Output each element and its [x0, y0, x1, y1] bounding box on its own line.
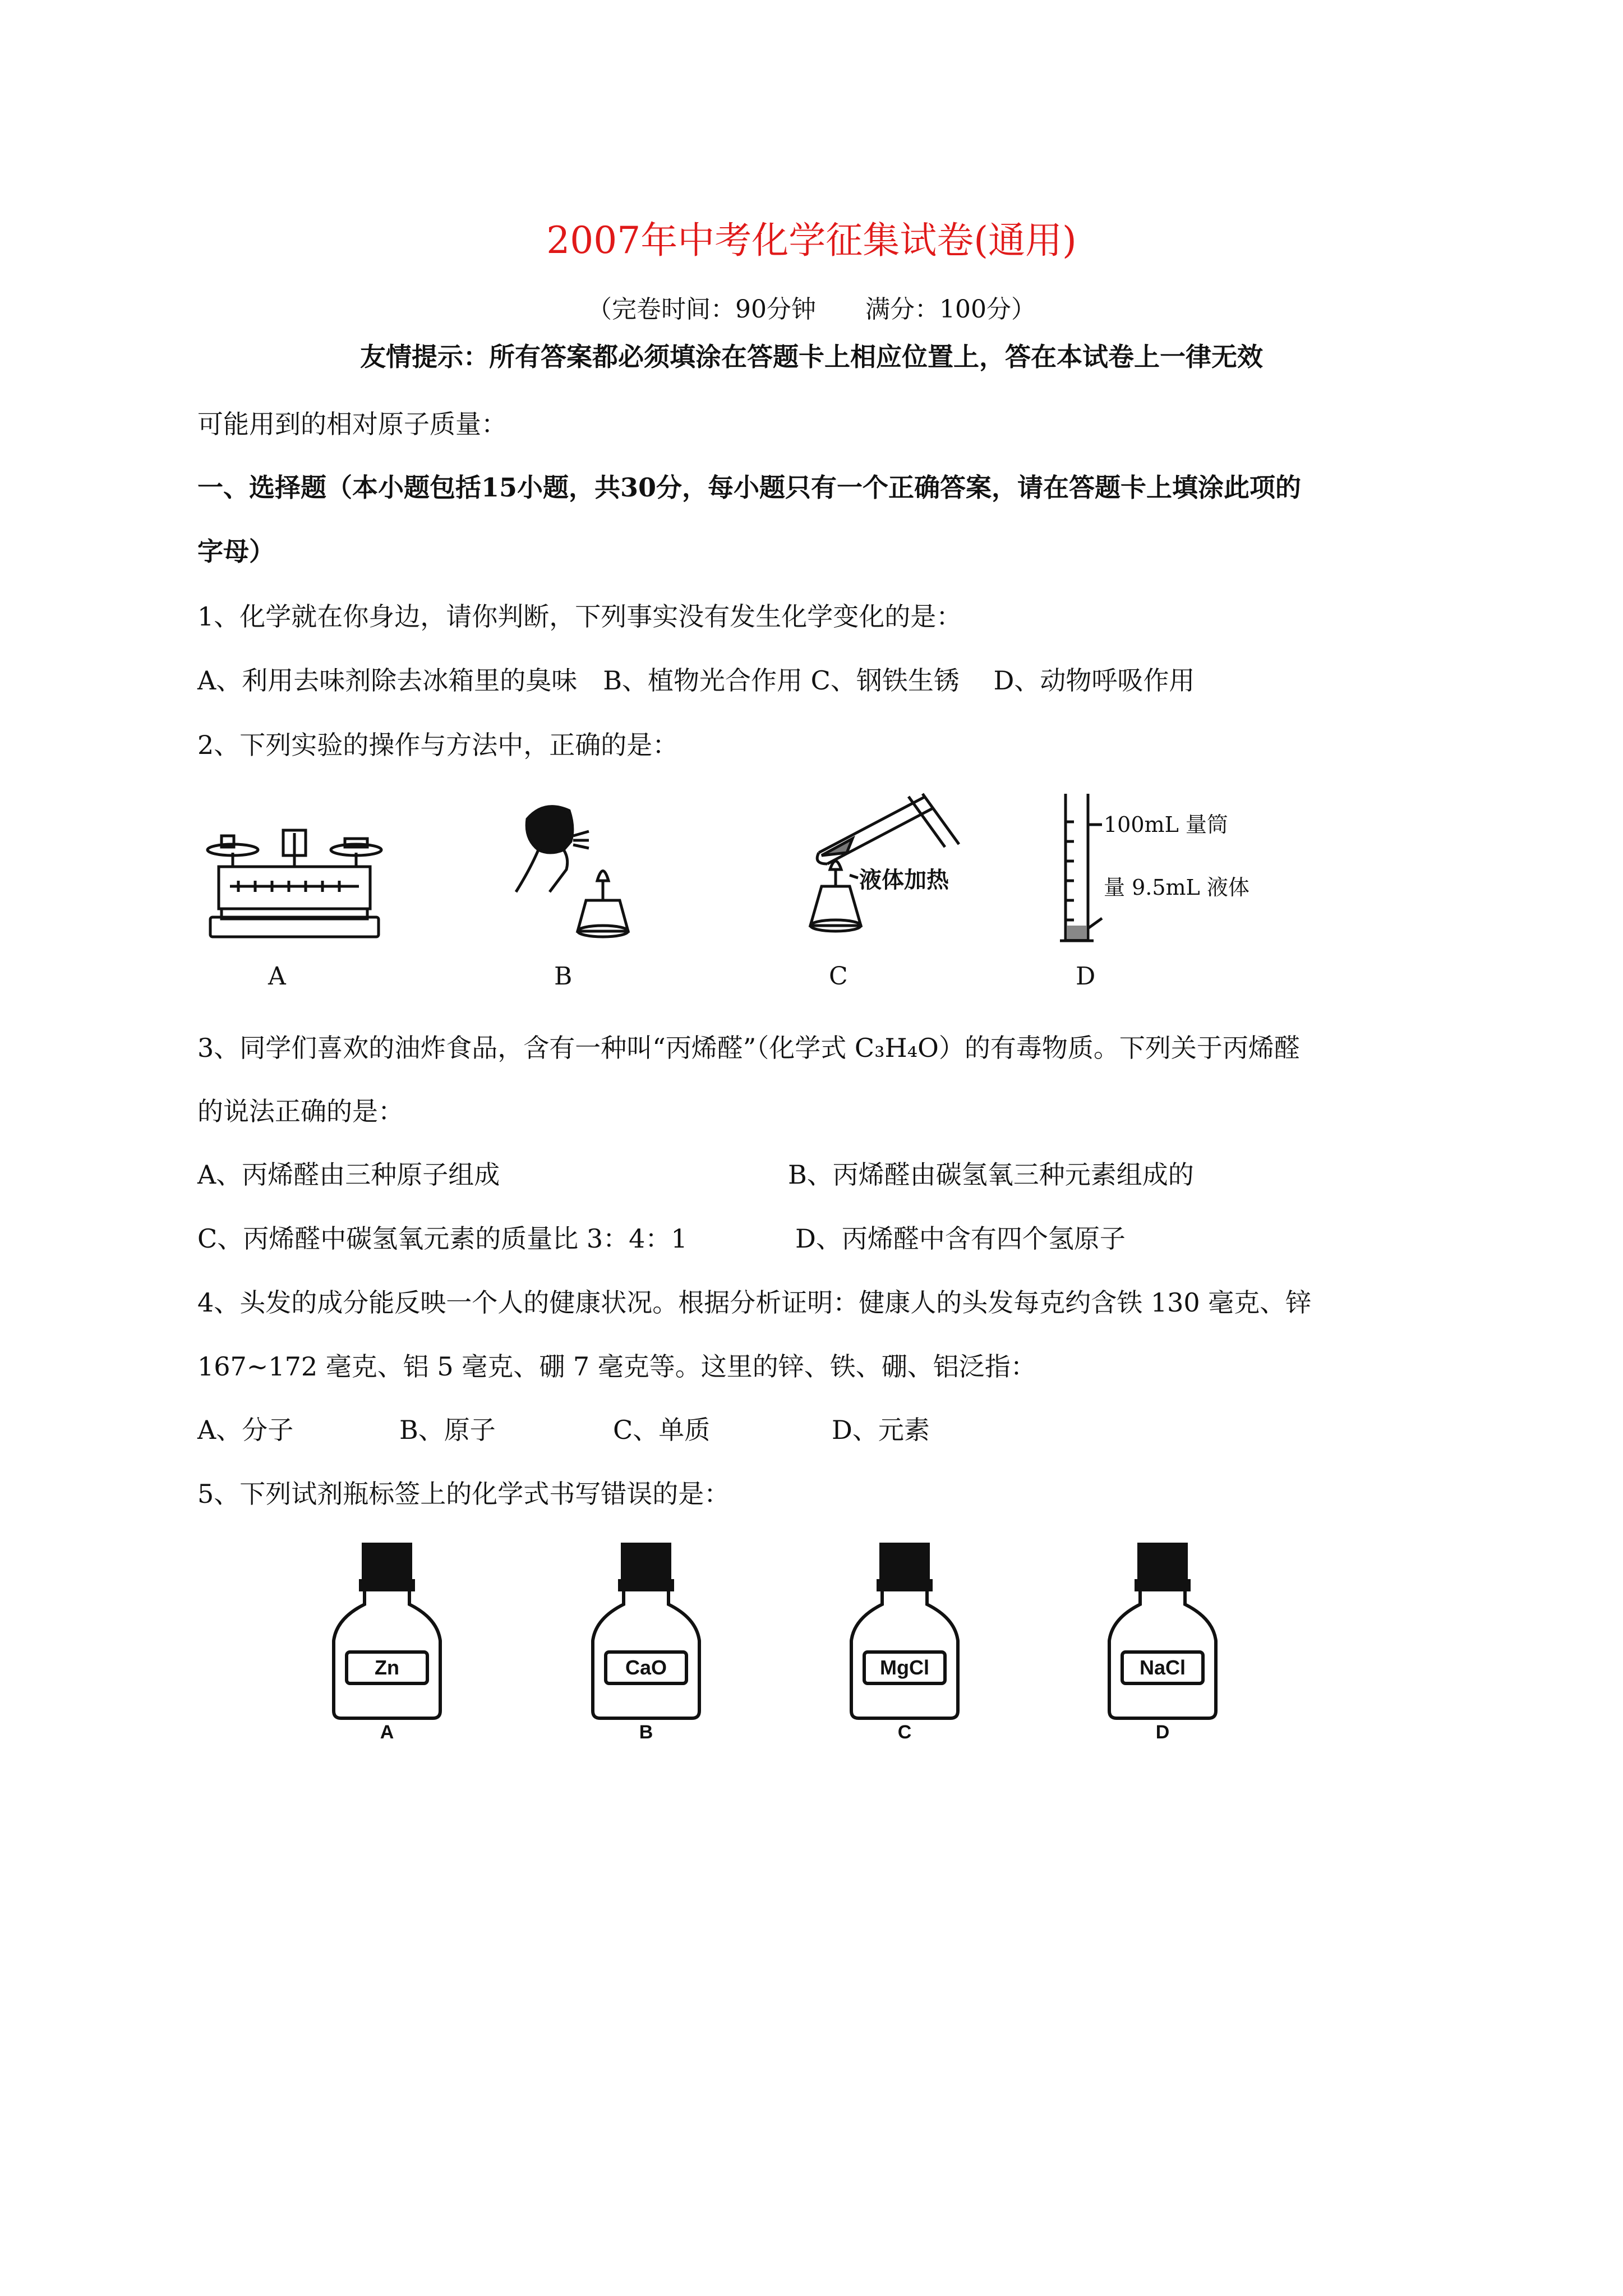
bottle-b-figure: [584, 1540, 708, 1742]
q1-stem: 1、化学就在你身边，请你判断，下列事实没有发生化学变化的是：: [197, 601, 962, 632]
cylinder-caption: 100mL 量筒: [1104, 812, 1228, 837]
q2-label-c: C: [829, 962, 848, 991]
q4-option-b: B、原子: [399, 1415, 496, 1445]
exam-info: （完卷时间：90分钟 满分：100分）: [587, 295, 1036, 324]
page-title: 2007年中考化学征集试卷(通用): [546, 219, 1077, 262]
q2-label-d: D: [1076, 962, 1096, 991]
balance-figure: [199, 819, 390, 948]
heating-caption: 液体加热: [859, 868, 949, 892]
bottle-d-letter: D: [1155, 1722, 1170, 1742]
bottle-d-label: NaCl: [1139, 1656, 1186, 1679]
bottle-b-label: CaO: [625, 1656, 667, 1679]
graduated-cylinder-figure: [1054, 788, 1256, 948]
q3-option-c: C、丙烯醛中碳氢氧元素的质量比 3：4：1: [197, 1223, 688, 1254]
atomic-mass-note: 可能用到的相对原子质量：: [197, 409, 507, 439]
blowing-lamp-figure: [505, 797, 639, 942]
bottle-a-label: Zn: [375, 1656, 399, 1679]
q3-option-a: A、丙烯醛由三种原子组成: [197, 1159, 500, 1190]
q3-stem: 3、同学们喜欢的油炸食品，含有一种叫“丙烯醛”（化学式 C₃H₄O）的有毒物质。下列关于丙烯醛: [197, 1033, 1300, 1063]
friendly-tip: 友情提示：所有答案都必须填涂在答题卡上相应位置上，答在本试卷上一律无效: [360, 342, 1263, 372]
bottle-a-figure: [325, 1540, 449, 1742]
q2-label-b: B: [554, 962, 573, 991]
q2-label-a: A: [268, 962, 286, 991]
volume-caption: 量 9.5mL 液体: [1104, 875, 1249, 900]
section-heading: 一、选择题（本小题包括15小题，共30分，每小题只有一个正确答案，请在答题卡上填涂此项的: [197, 472, 1302, 503]
q5-stem: 5、下列试剂瓶标签上的化学式书写错误的是：: [197, 1479, 730, 1509]
q1-options: A、利用去味剂除去冰箱里的臭味 B、植物光合作用 C、钢铁生锈 D、动物呼吸作用: [197, 665, 1195, 696]
q4-option-d: D、元素: [832, 1415, 930, 1445]
bottle-c-letter: C: [897, 1722, 912, 1742]
bottle-d-figure: [1101, 1540, 1224, 1742]
q4-stem-cont: 167~172 毫克、铝 5 毫克、硼 7 毫克等。这里的锌、铁、硼、铝泛指：: [197, 1351, 1036, 1382]
q2-stem: 2、下列实验的操作与方法中，正确的是：: [197, 730, 679, 760]
q3-stem-cont: 的说法正确的是：: [197, 1096, 404, 1126]
bottle-c-figure: [843, 1540, 966, 1742]
q4-option-a: A、分子: [197, 1415, 294, 1445]
q4-stem: 4、头发的成分能反映一个人的健康状况。根据分析证明：健康人的头发每克约含铁 130 毫克、锌: [197, 1287, 1312, 1318]
q4-option-c: C、单质: [613, 1415, 711, 1445]
q3-option-d: D、丙烯醛中含有四个氢原子: [795, 1223, 1126, 1254]
heating-liquid-figure: [796, 785, 976, 948]
section-heading-cont: 字母）: [197, 536, 275, 567]
q3-option-b: B、丙烯醛由碳氢氧三种元素组成的: [788, 1159, 1194, 1190]
bottle-c-label: MgCl: [880, 1656, 929, 1679]
bottle-b-letter: B: [639, 1722, 653, 1742]
bottle-a-letter: A: [380, 1722, 394, 1742]
